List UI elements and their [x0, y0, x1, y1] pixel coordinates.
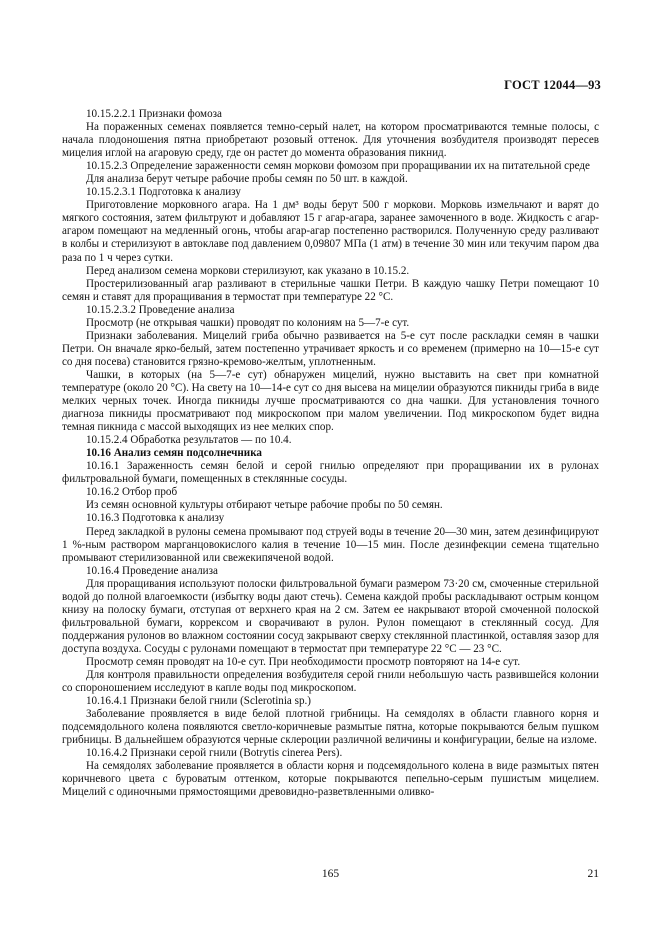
paragraph: Чашки, в которых (на 5—7-е сут) обнаружен мицелий, нужно выставить на свет при комнатной температуре (около 20 °С). На свету на 10—14-е сут со дня высева на мицелии образуются пикниды гриба в виде мелких черных точек. Иногда пикниды лучше просматриваются со дна чашки. Для установления точного диагноза пикниды просматривают под микроскопом при малом увеличении. Под микроскопом будет видна темная пикнида с массой выходящих из нее мелких спор. [62, 368, 599, 434]
paragraph: Для анализа берут четыре рабочие пробы семян по 50 шт. в каждой. [86, 173, 408, 186]
paragraph: Перед закладкой в рулоны семена промывают под струей воды в течение 20—30 мин, затем дезинфицируют 1 %-ным раствором марганцовокислого калия в течение 10—15 мин. После дезинфекции семена тщательно промывают стерилизованной или свежекипяченой водой. [62, 525, 599, 564]
paragraph: 10.16.4 Проведение анализа [86, 564, 218, 577]
paragraph: 10.16.1 Зараженность семян белой и серой гнилью определяют при проращивании их в рулонах фильтровальной бумаги, помещенных в стеклянные сосуды. [62, 460, 599, 486]
paragraph: Заболевание проявляется в виде белой плотной грибницы. На семядолях в области главного корня и подсемядольного колена появляются светло-коричневые размытые пятна, которые покрываются белым пушком грибницы. В дальнейшем образуются черные склероции различной величины и конфигурации, белые на изломе. [62, 708, 599, 747]
paragraph: 10.15.2.3.1 Подготовка к анализу [86, 186, 241, 199]
paragraph: 10.16.2 Отбор проб [86, 486, 178, 499]
paragraph: Перед анализом семена моркови стерилизуют, как указано в 10.15.2. [86, 264, 410, 277]
paragraph: На семядолях заболевание проявляется в области корня и подсемядольного колена в виде размытых пятен коричневого цвета с буроватым оттенком, которые покрываются пепельно-серым пушистым мицелием. Мицелий с одиночными прямостоящими древовидно-разветвленными оливко- [62, 760, 599, 799]
paragraph: Из семян основной культуры отбирают четыре рабочие пробы по 50 семян. [86, 499, 443, 512]
paragraph: Признаки заболевания. Мицелий гриба обычно развивается на 5-е сут после раскладки семян в чашки Петри. Он вначале ярко-белый, затем постепенно утрачивает яркость и со временем (примерно на 10—15-е сут со дня посева) становится грязно-кремово-желтым, уплотненным. [62, 329, 599, 368]
paragraph: 10.16.3 Подготовка к анализу [86, 512, 225, 525]
paragraph: 10.15.2.3.2 Проведение анализа [86, 303, 235, 316]
paragraph: Приготовление морковного агара. На 1 дм³ воды берут 500 г моркови. Морковь измельчают и варят до мягкого состояния, затем фильтруют и добавляют 15 г агар-агара, заранее замоченного в воде. Жидкость с агар-агаром помещают на медленный огонь, чтобы агар-агар постепенно растворился. Полученную среду разливают в колбы и стерилизуют в автоклаве под давлением 0,09807 МПа (1 атм) в течение 30 мин или текучим паром два раза по 1 ч через сутки. [62, 199, 599, 264]
standard-header: ГОСТ 12044—93 [504, 78, 601, 92]
paragraph: На пораженных семенах появляется темно-серый налет, на котором просматриваются темные полосы, с начала плодоношения пятна приобретают розовый оттенок. Для уточнения возбудителя производят пересев мицелия иглой на агаровую среду, где он растет до момента образования пикнид. [62, 121, 599, 160]
paragraph: 10.16.4.2 Признаки серой гнили (Botrytis cinerea Pers). [86, 747, 343, 760]
paragraph: Для проращивания используют полоски фильтровальной бумаги размером 73·20 см, смоченные стерильной водой до полной влагоемкости (избытку воды дают стечь). Семена каждой пробы раскладывают острым концом книзу на полоску бумаги, отступая от верхнего края на 2 см. Затем ее накрывают второй смоченной полоской фильтровальной бумаги, коррексом и сворачивают в рулон. Рулон помещают в стеклянный сосуд. Для поддержания рулонов во влажном состоянии сосуд закрывают сверху стеклянной пластинкой, оставляя зазор для доступа воздуха. Сосуды с рулонами помещают в термостат при температуре 22 °С — 23 °С. [62, 577, 599, 655]
paragraph: Просмотр (не открывая чашки) проводят по колониям на 5—7-е сут. [86, 316, 410, 329]
paragraph: 10.16.4.1 Признаки белой гнили (Sclerotinia sp.) [86, 695, 311, 708]
paragraph: 10.15.2.3 Определение зараженности семян моркови фомозом при проращивании их на питательной среде [86, 160, 590, 173]
paragraph: Для контроля правильности определения возбудителя серой гнили небольшую часть развившейся колонии со спороношением исследуют в капле воды под микроскопом. [62, 669, 599, 695]
document-body [62, 108, 599, 799]
paragraph: Просмотр семян проводят на 10-е сут. При необходимости просмотр повторяют на 14-е сут. [86, 655, 521, 668]
paragraph: 10.15.2.2.1 Признаки фомоза [86, 108, 222, 120]
section-heading: 10.16 Анализ семян подсолнечника [86, 447, 262, 460]
sequence-number: 21 [587, 868, 599, 880]
page-number: 165 [321, 868, 340, 880]
paragraph: Простерилизованный агар разливают в стерильные чашки Петри. В каждую чашку Петри помещают 10 семян и ставят для проращивания в термостат при температуре 22 °С. [62, 277, 599, 303]
paragraph: 10.15.2.4 Обработка результатов — по 10.4. [86, 434, 292, 447]
